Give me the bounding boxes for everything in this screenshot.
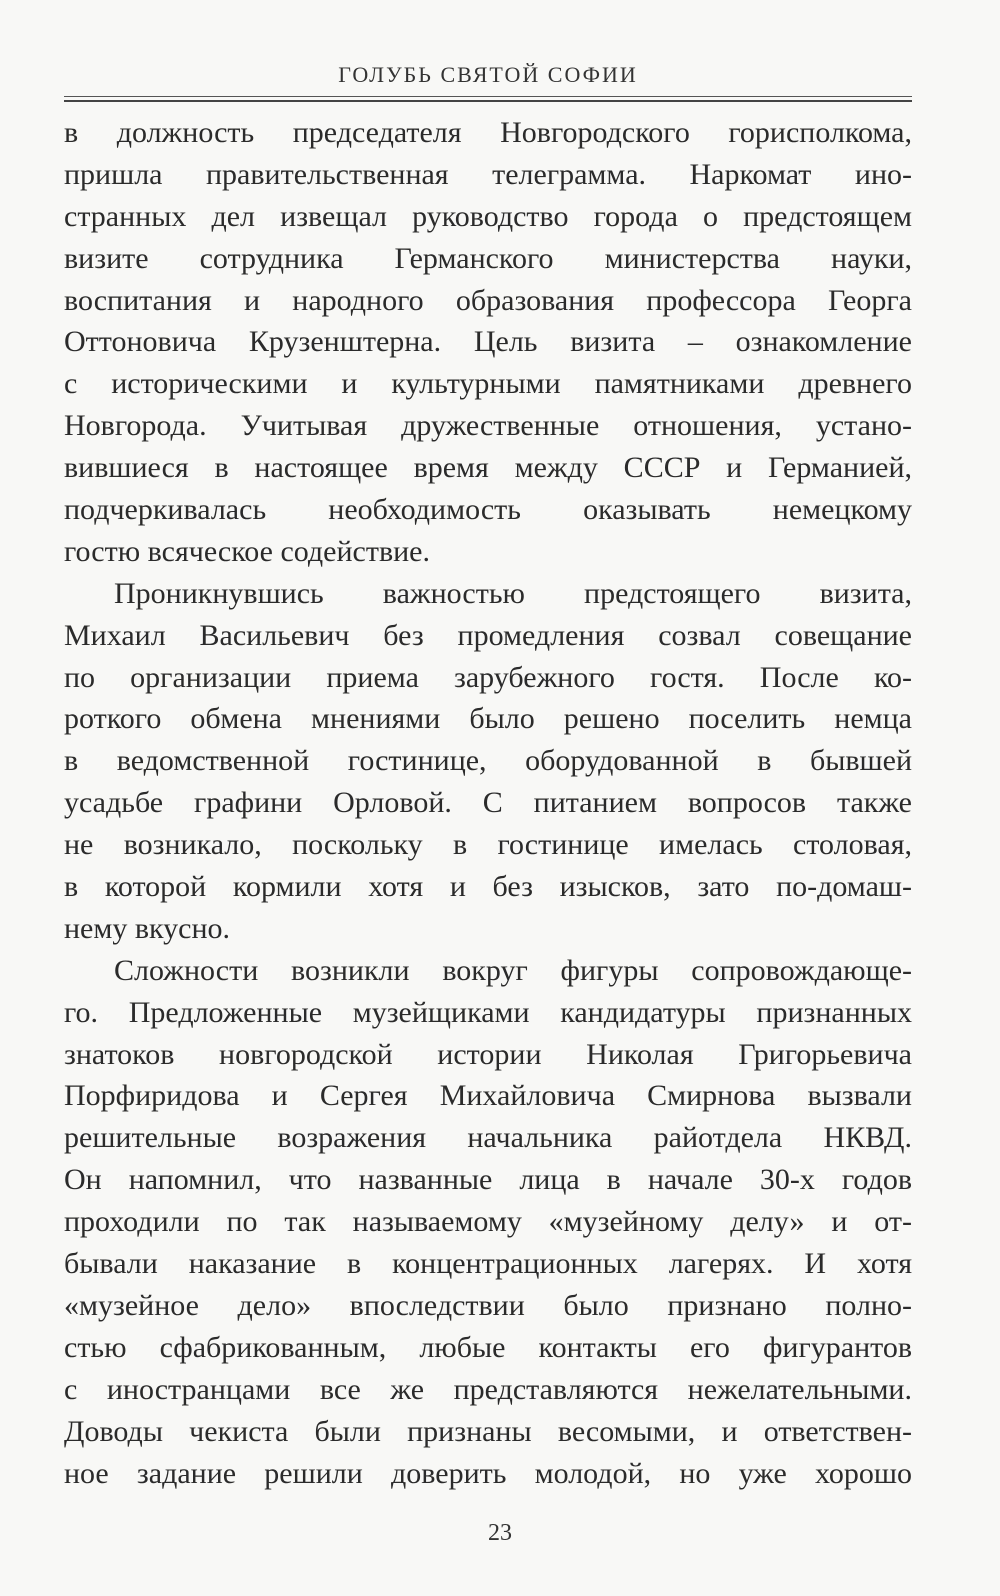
text-line: странных дел извещал руководство города о предстоящем xyxy=(64,199,912,233)
text-line: Порфиридова и Сергея Михайловича Смирнова вызвали xyxy=(64,1079,912,1113)
text-line: Оттоновича Крузенштерна. Цель визита – ознакомление xyxy=(64,325,912,359)
text-line: ное задание решили доверить молодой, но уже хорошо xyxy=(64,1456,912,1490)
text-line: нему вкусно. xyxy=(64,911,231,945)
text-line: бывали наказание в концентрационных лагерях. И хотя xyxy=(64,1247,912,1281)
text-line: го. Предложенные музейщиками кандидатуры признанных xyxy=(64,995,912,1029)
running-head: ГОЛУБЬ СВЯТОЙ СОФИИ xyxy=(338,62,638,87)
text-line: в должность председателя Новгородского горисполкома, xyxy=(64,116,912,149)
header-rule-thin xyxy=(64,96,912,97)
text-line: с иностранцами все же представляются нежелательными. xyxy=(64,1372,912,1406)
text-line: проходили по так называемому «музейному делу» и от- xyxy=(64,1205,912,1239)
text-line: стью сфабрикованным, любые контакты его фигурантов xyxy=(64,1330,912,1364)
text-line: визите сотрудника Германского министерства науки, xyxy=(64,241,912,275)
text-line: знатоков новгородской истории Николая Григорьевича xyxy=(64,1037,912,1071)
text-line: Сложности возникли вокруг фигуры сопровождающе- xyxy=(114,953,912,987)
text-line: воспитания и народного образования профессора Георга xyxy=(64,283,912,317)
text-line: роткого обмена мнениями было решено поселить немца xyxy=(64,702,912,736)
text-line: в которой кормили хотя и без изысков, зато по-домаш- xyxy=(64,870,912,904)
body-text xyxy=(64,112,912,1494)
text-line: гостю всяческое содействие. xyxy=(64,534,430,568)
text-line: Он напомнил, что названные лица в начале 30-х годов xyxy=(64,1163,912,1197)
text-line: пришла правительственная телеграмма. Наркомат ино- xyxy=(64,157,912,191)
text-line: не возникало, поскольку в гостинице имелась столовая, xyxy=(64,828,912,862)
page-number: 23 xyxy=(488,1520,512,1546)
book-page xyxy=(64,60,912,1494)
text-line: Новгорода. Учитывая дружественные отношения, устано- xyxy=(64,409,912,443)
text-line: с историческими и культурными памятниками древнего xyxy=(64,367,912,401)
text-line: Михаил Васильевич без промедления созвал совещание xyxy=(64,618,912,652)
text-line: решительные возражения начальника райотдела НКВД. xyxy=(64,1121,912,1155)
text-line: по организации приема зарубежного гостя. После ко- xyxy=(64,660,912,694)
text-line: «музейное дело» впоследствии было признано полно- xyxy=(64,1288,912,1322)
text-line: вившиеся в настоящее время между СССР и Германией, xyxy=(64,451,912,485)
text-line: усадьбе графини Орловой. С питанием вопросов также xyxy=(64,786,912,820)
text-line: Проникнувшись важностью предстоящего визита, xyxy=(114,576,912,610)
header-rule-thick xyxy=(64,100,912,102)
text-line: в ведомственной гостинице, оборудованной в бывшей xyxy=(64,744,912,778)
text-line: Доводы чекиста были признаны весомыми, и ответствен- xyxy=(64,1414,912,1448)
text-line: подчеркивалась необходимость оказывать немецкому xyxy=(64,493,912,527)
